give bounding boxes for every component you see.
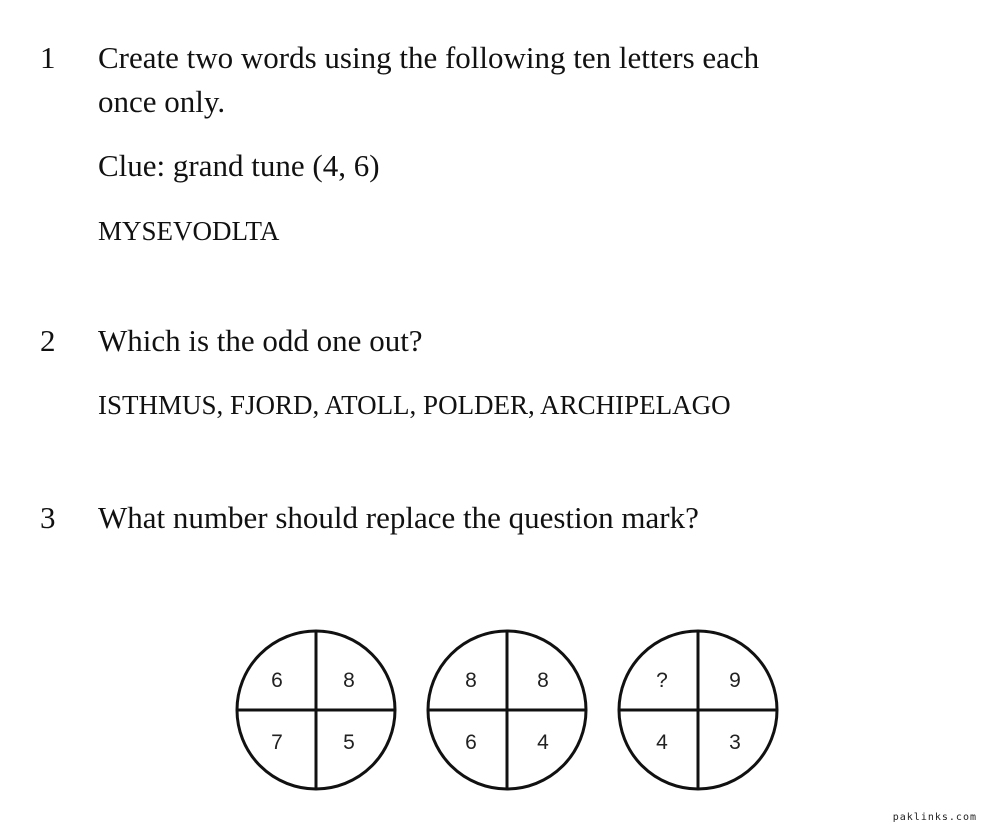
question-1-number: 1: [40, 40, 56, 75]
question-1-text-line-1: Create two words using the following ten letters each: [98, 40, 760, 75]
circle-2-top-left: 8: [465, 669, 477, 692]
question-2-options: ISTHMUS, FJORD, ATOLL, POLDER, ARCHIPELAGO: [98, 390, 731, 420]
circle-2-bottom-left: 6: [465, 731, 477, 754]
question-1-clue: Clue: grand tune (4, 6): [98, 148, 380, 183]
circle-3-bottom-left: 4: [656, 731, 668, 754]
question-1-text-line-2: once only.: [98, 84, 226, 119]
circle-1-bottom-right: 5: [343, 731, 355, 754]
circle-3-top-right: 9: [729, 669, 741, 692]
question-2-number: 2: [40, 323, 56, 358]
circle-1-bottom-left: 7: [271, 731, 283, 754]
circle-3: [619, 631, 777, 789]
circle-1: [237, 631, 395, 789]
circle-3-top-left: ?: [656, 669, 668, 692]
question-1-letters: MYSEVODLTA: [98, 216, 280, 246]
circle-1-top-right: 8: [343, 669, 355, 692]
watermark-text: paklinks.com: [892, 812, 977, 823]
question-3-text: What number should replace the question mark?: [98, 500, 699, 535]
question-3-number: 3: [40, 500, 56, 535]
circle-2-top-right: 8: [537, 669, 549, 692]
circle-3-bottom-right: 3: [729, 731, 741, 754]
circle-2: [428, 631, 586, 789]
circle-1-top-left: 6: [271, 669, 283, 692]
question-2-text: Which is the odd one out?: [98, 323, 423, 358]
circle-2-bottom-right: 4: [537, 731, 549, 754]
